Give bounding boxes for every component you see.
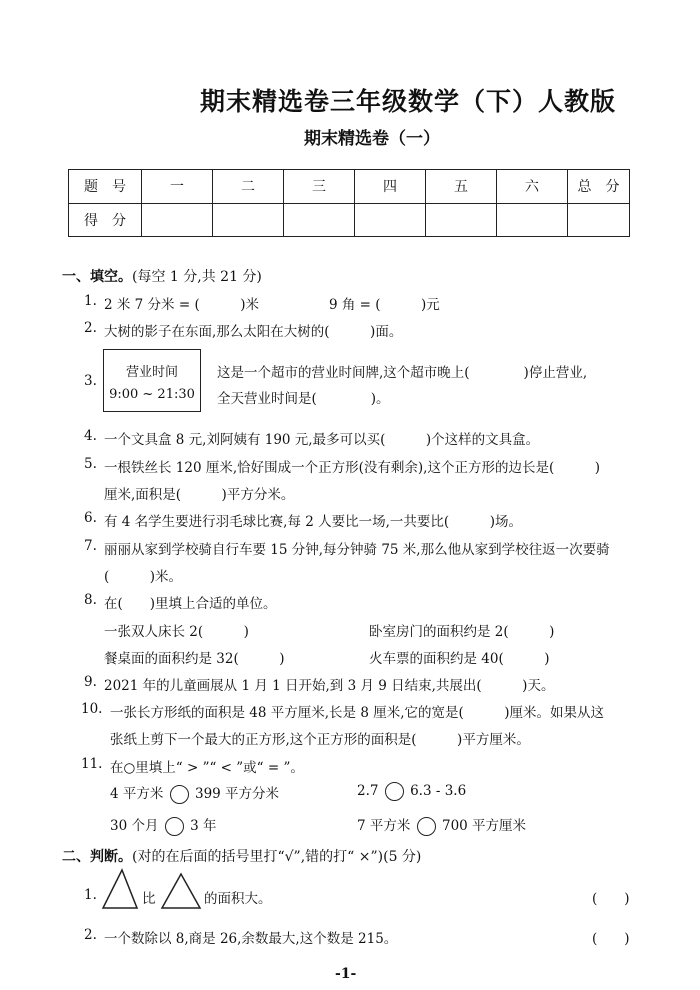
question-number: 8. — [84, 592, 97, 608]
question-number: 3. — [84, 373, 97, 389]
section-note: (对的在后面的括号里打“√”,错的打“ ×”)(5 分) — [132, 849, 422, 865]
question-text: 一张双人床长 2( ) — [104, 624, 249, 640]
section-heading — [62, 266, 262, 286]
question-text: 2021 年的儿童画展从 1 月 1 日开始,到 3 月 9 日结束,共展出( )天。 — [104, 678, 555, 694]
score-input-cell[interactable] — [426, 203, 497, 237]
score-input-cell[interactable] — [213, 203, 284, 237]
question-text: 这是一个超市的营业时间牌,这个超市晚上( )停止营业, — [217, 365, 588, 381]
compare-left: 2.7 — [357, 783, 379, 799]
question-text: 一张长方形纸的面积是 48 平方厘米,长是 8 厘米,它的宽是( )厘米。如果从这 — [110, 705, 605, 721]
score-table-cell: 四 — [355, 170, 426, 204]
score-table-cell: 得 分 — [69, 203, 142, 237]
compare-left: 7 平方米 — [357, 818, 411, 834]
question-number: 2. — [84, 320, 97, 336]
score-table — [68, 169, 630, 237]
compare-item — [357, 782, 466, 801]
section-heading-label: 一、填空。 — [62, 269, 132, 285]
question-text: 张纸上剪下一个最大的正方形,这个正方形的面积是( )平方厘米。 — [110, 732, 530, 748]
score-input-cell[interactable] — [568, 203, 630, 237]
score-input-cell[interactable] — [142, 203, 213, 237]
question-text: 在○里填上“ > ”“ < ”或“ = ”。 — [110, 760, 304, 776]
answer-paren[interactable]: ( ) — [592, 931, 630, 947]
score-table-cell: 三 — [284, 170, 355, 204]
question-text: 9 角 = ( )元 — [329, 297, 440, 313]
compare-item — [110, 782, 279, 804]
score-input-cell[interactable] — [355, 203, 426, 237]
score-table-header-row — [69, 170, 630, 204]
question-text: 火车票的面积约是 40( ) — [369, 651, 550, 667]
small-triangle-figure — [100, 868, 140, 910]
question-number: 2. — [84, 927, 97, 943]
score-input-cell[interactable] — [497, 203, 568, 237]
question-number: 10. — [81, 701, 103, 717]
score-table-cell: 一 — [142, 170, 213, 204]
question-text: 2 米 7 分米 = ( )米 — [104, 297, 259, 313]
score-table-cell: 六 — [497, 170, 568, 204]
question-text: 一个文具盒 8 元,刘阿姨有 190 元,最多可以买( )个这样的文具盒。 — [104, 432, 540, 448]
compare-right: 700 平方厘米 — [441, 818, 527, 834]
compare-circle-input[interactable] — [417, 817, 436, 836]
score-table-cell: 五 — [426, 170, 497, 204]
business-hours-sign — [103, 349, 201, 412]
score-table-score-row — [69, 203, 630, 237]
question-text: 有 4 名学生要进行羽毛球比赛,每 2 人要比一场,一共要比( )场。 — [104, 514, 522, 530]
page-number: -1- — [335, 966, 357, 982]
sign-hours: 9:00 ~ 21:30 — [109, 387, 195, 402]
question-text: 丽丽从家到学校骑自行车要 15 分钟,每分钟骑 75 米,那么他从家到学校往返一次要骑 — [104, 542, 610, 558]
question-text: 大树的影子在东面,那么太阳在大树的( )面。 — [104, 324, 403, 340]
compare-circle-input[interactable] — [165, 817, 184, 836]
score-table-cell: 二 — [213, 170, 284, 204]
question-number: 5. — [84, 456, 97, 472]
compare-item — [110, 814, 216, 836]
section-heading — [62, 846, 421, 866]
question-text: 在( )里填上合适的单位。 — [104, 596, 277, 612]
question-text: 卧室房门的面积约是 2( ) — [369, 624, 555, 640]
large-triangle-figure — [160, 872, 202, 910]
question-text: 厘米,面积是( )平方分米。 — [104, 487, 295, 503]
compare-item — [357, 814, 526, 836]
question-number: 6. — [84, 510, 97, 526]
question-text: 比 — [142, 891, 156, 907]
page-title: 期末精选卷三年级数学（下）人教版 — [200, 87, 617, 116]
question-text: 全天营业时间是( )。 — [217, 391, 390, 407]
question-text: ( )米。 — [104, 569, 183, 585]
compare-right: 6.3 - 3.6 — [410, 783, 467, 799]
score-table-cell: 题 号 — [69, 170, 142, 204]
sign-label: 营业时间 — [125, 365, 178, 380]
question-number: 4. — [84, 428, 97, 444]
score-table-cell: 总 分 — [568, 170, 630, 204]
compare-circle-input[interactable] — [385, 782, 404, 801]
question-number: 1. — [84, 887, 97, 903]
question-text: 餐桌面的面积约是 32( ) — [104, 651, 285, 667]
compare-left: 30 个月 — [110, 818, 159, 834]
page-subtitle: 期末精选卷（一） — [304, 129, 440, 149]
question-text: 一根铁丝长 120 厘米,恰好围成一个正方形(没有剩余),这个正方形的边长是( ) — [104, 460, 600, 476]
compare-right: 399 平方分米 — [194, 786, 280, 802]
question-number: 9. — [84, 674, 97, 690]
section-heading-label: 二、判断。 — [62, 849, 132, 865]
section-note: (每空 1 分,共 21 分) — [132, 269, 262, 285]
answer-paren[interactable]: ( ) — [592, 891, 630, 907]
compare-left: 4 平方米 — [110, 786, 164, 802]
compare-right: 3 年 — [190, 818, 217, 834]
question-number: 7. — [84, 538, 97, 554]
question-text: 的面积大。 — [204, 891, 272, 907]
score-input-cell[interactable] — [284, 203, 355, 237]
question-text: 一个数除以 8,商是 26,余数最大,这个数是 215。 — [104, 931, 398, 947]
question-number: 11. — [81, 756, 103, 772]
compare-circle-input[interactable] — [170, 785, 189, 804]
question-number: 1. — [84, 293, 97, 309]
